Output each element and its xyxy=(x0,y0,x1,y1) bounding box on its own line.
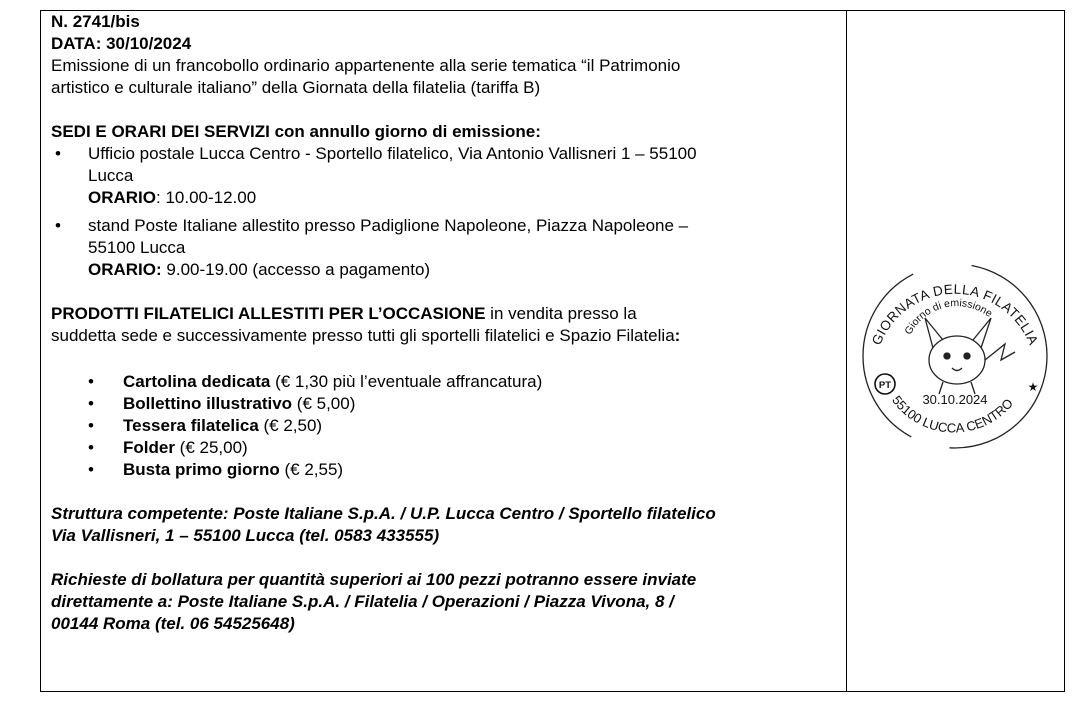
product-price: (€ 1,30 più l’eventuale affrancatura) xyxy=(270,372,543,391)
bullet: • xyxy=(88,372,94,391)
structure-line: Via Vallisneri, 1 – 55100 Lucca (tel. 0583 433555) xyxy=(51,526,440,545)
mascot-illustration-icon xyxy=(925,318,1015,394)
product-price: (€ 5,00) xyxy=(292,394,356,413)
document-date: DATA: 30/10/2024 xyxy=(51,34,192,53)
product-name: Cartolina dedicata xyxy=(123,372,271,391)
postmark-date: 30.10.2024 xyxy=(922,392,988,407)
product-item xyxy=(51,415,841,437)
location-hours xyxy=(88,187,841,209)
postmark-place: 55100 LUCCA CENTRO xyxy=(889,392,1016,436)
bullet: • xyxy=(88,394,94,413)
product-name: Folder xyxy=(123,438,175,457)
hours-value: 9.00-19.00 (accesso a pagamento) xyxy=(161,260,431,279)
requests-line: 00144 Roma (tel. 06 54525648) xyxy=(51,614,295,633)
description-line: artistico e culturale italiano” della Giornata della filatelia (tariffa B) xyxy=(51,78,541,97)
bullet: • xyxy=(55,144,61,163)
location-address: Ufficio postale Lucca Centro - Sportello filatelico, Via Antonio Vallisneri 1 – 55100 xyxy=(88,144,697,163)
product-name: Bollettino illustrativo xyxy=(123,394,293,413)
product-name: Tessera filatelica xyxy=(123,416,259,435)
hours-label: ORARIO: xyxy=(88,260,162,279)
product-name: Busta primo giorno xyxy=(123,460,280,479)
services-heading: SEDI E ORARI DEI SERVIZI con annullo giorno di emissione: xyxy=(51,122,541,141)
postmark-subtitle: Giorno di emissione xyxy=(902,297,995,337)
products-heading: PRODOTTI FILATELICI ALLESTITI PER L’OCCASIONE in vendita presso la xyxy=(51,304,637,323)
bullet: • xyxy=(88,438,94,457)
product-item xyxy=(51,459,841,481)
product-price: (€ 25,00) xyxy=(174,438,248,457)
description-line: Emissione di un francobollo ordinario appartenente alla serie tematica “il Patrimonio xyxy=(51,56,681,75)
document-table xyxy=(40,10,1065,692)
document-number: N. 2741/bis xyxy=(51,12,140,31)
products-intro: suddetta sede e successivamente presso tutti gli sportelli filatelici e Spazio Filatelia: xyxy=(51,326,681,345)
product-item xyxy=(51,371,841,393)
requests-line: Richieste di bollatura per quantità superiori ai 100 pezzi potranno essere inviate xyxy=(51,570,697,589)
postmark-cancellation xyxy=(855,256,1055,456)
text-cell xyxy=(51,11,841,635)
star-icon: ★ xyxy=(1027,380,1039,394)
postmark-cell xyxy=(847,11,1065,691)
location-item xyxy=(51,143,841,209)
product-price: (€ 2,50) xyxy=(258,416,323,435)
location-hours xyxy=(88,259,841,281)
bullet: • xyxy=(55,216,61,235)
location-address: Lucca xyxy=(88,166,134,185)
pt-logo-icon: PT xyxy=(878,380,892,391)
product-item xyxy=(51,393,841,415)
bullet: • xyxy=(88,460,94,479)
location-address: 55100 Lucca xyxy=(88,238,186,257)
requests-line: direttamente a: Poste Italiane S.p.A. / Filatelia / Operazioni / Piazza Vivona, 8 / xyxy=(51,592,674,611)
product-price: (€ 2,55) xyxy=(279,460,344,479)
structure-line: Struttura competente: Poste Italiane S.p.A. / U.P. Lucca Centro / Sportello filatelico xyxy=(51,504,716,523)
product-item xyxy=(51,437,841,459)
bullet: • xyxy=(88,416,94,435)
postmark-title: GIORNATA DELLA FILATELIA xyxy=(868,281,1042,348)
hours-label: ORARIO xyxy=(88,188,156,207)
location-address: stand Poste Italiane allestito presso Padiglione Napoleone, Piazza Napoleone – xyxy=(88,216,689,235)
location-item xyxy=(51,215,841,281)
hours-value: : 10.00-12.00 xyxy=(156,188,257,207)
